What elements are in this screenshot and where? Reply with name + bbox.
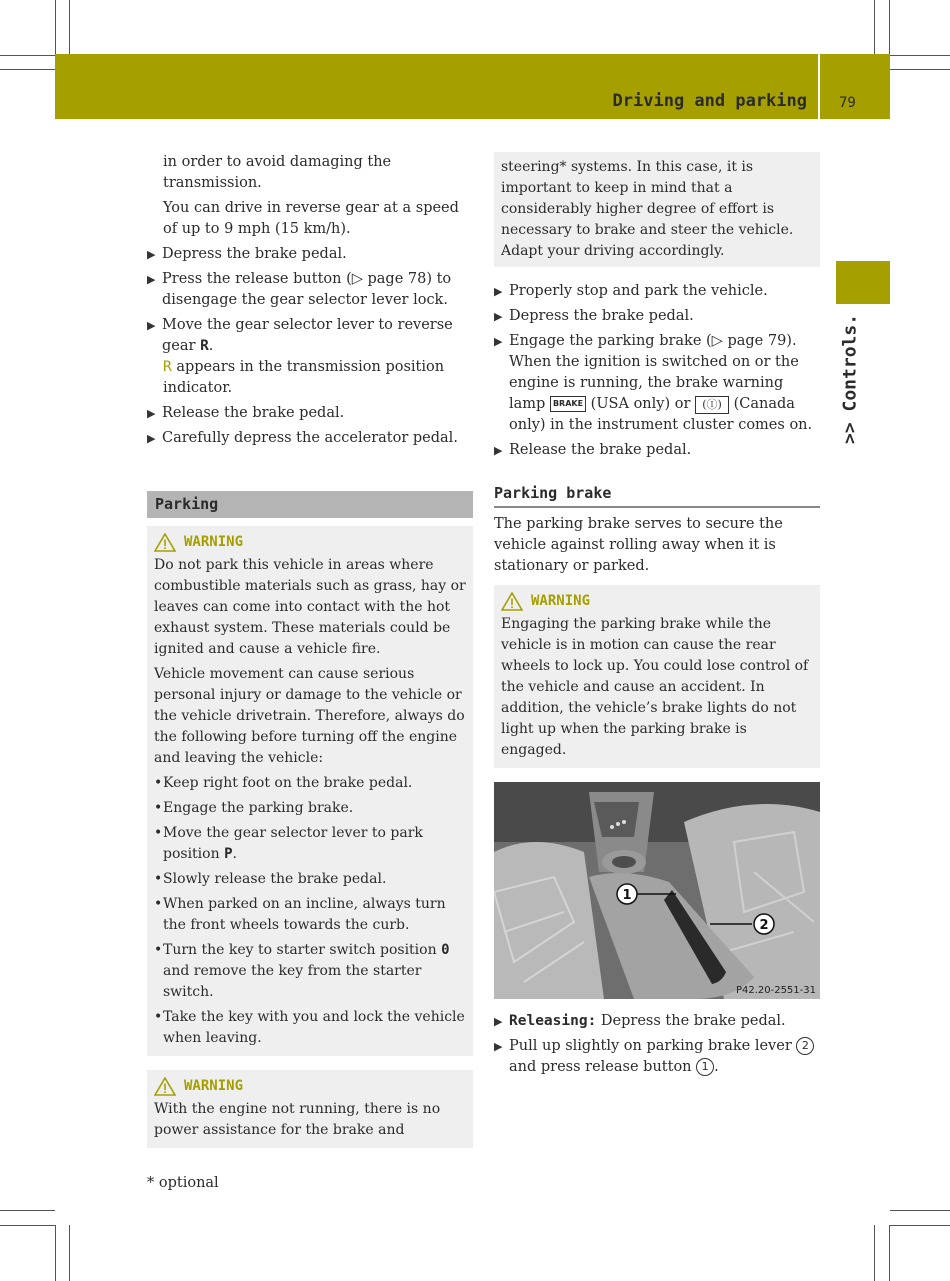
crop-mark: [0, 69, 55, 70]
warning-triangle-icon: [154, 1077, 176, 1096]
switch-position: 0: [441, 942, 450, 958]
warning-text: Vehicle movement can cause serious personal injury or damage to the vehicle or the vehicle drivetrain. Therefore, always do the following before turning off the engine and leaving the vehicle:: [154, 666, 465, 766]
step-text-part: Engage the parking brake (▷ page 79). When the ignition is switched on or the engine is running, the brake warning lamp: [509, 333, 799, 412]
warning-text: steering* systems. In this case, it is important to keep in mind that a considerably higher degree of effort is necessary to brake and steer the vehicle. Adapt your driving accordingly.: [501, 159, 794, 259]
page-title: Driving and parking: [612, 91, 807, 111]
list-item-text: Keep right foot on the brake pedal.: [163, 775, 413, 791]
intro-line: You can drive in reverse gear at a speed of up to 9 mph (15 km/h).: [163, 200, 459, 237]
step-label: Releasing:: [509, 1013, 597, 1029]
warning-text: With the engine not running, there is no power assistance for the brake and: [154, 1101, 441, 1138]
list-item-text: Take the key with you and lock the vehicle when leaving.: [163, 1009, 465, 1046]
list-item: • Keep right foot on the brake pedal.: [154, 773, 466, 794]
parking-brake-photo: [494, 782, 820, 999]
intro-line: in order to avoid damaging the transmission.: [163, 154, 392, 191]
crop-mark: [69, 1225, 70, 1281]
instruction-step: [494, 331, 820, 436]
crop-mark: [890, 1225, 950, 1226]
step-text: Depress the brake pedal.: [509, 308, 694, 324]
list-item: • Take the key with you and lock the vehicle when leaving.: [154, 1007, 466, 1049]
callout-number: 2: [759, 918, 769, 933]
step-arrow-icon: ▶: [494, 1040, 503, 1053]
step-text: [162, 315, 473, 357]
crop-mark: [889, 1225, 890, 1281]
step-arrow-icon: ▶: [494, 310, 503, 323]
instruction-step: [494, 306, 820, 327]
warning-text: Do not park this vehicle in areas where combustible materials such as grass, hay or leaves can come into contact with the hot exhaust system. These materials could be ignited and cause a vehicle fire.: [154, 557, 466, 657]
instruction-step: [494, 281, 820, 302]
step-text-part: (USA only) or: [586, 396, 695, 412]
step-text-part: Depress the brake pedal.: [596, 1013, 786, 1029]
section-heading: Parking: [147, 491, 473, 518]
crop-mark: [890, 55, 950, 56]
crop-mark: [889, 0, 890, 54]
step-text: Release the brake pedal.: [162, 405, 345, 421]
right-column: [494, 152, 820, 1078]
list-item: • When parked on an incline, always turn the front wheels towards the curb.: [154, 894, 466, 936]
footnote: * optional: [147, 1175, 219, 1191]
warning-box: [494, 585, 820, 768]
result-text-part: appears in the transmission position indicator.: [163, 359, 445, 396]
step-arrow-icon: ▶: [494, 335, 503, 348]
step-text: [509, 1036, 820, 1078]
warning-label: WARNING: [184, 1078, 244, 1094]
list-item: • Turn the key to starter switch position 0 and remove the key from the starter switch.: [154, 940, 466, 1003]
instruction-step: [147, 428, 473, 449]
step-text: Release the brake pedal.: [509, 442, 692, 458]
step-text-part: (Canada only) in the instrument cluster comes on.: [509, 396, 813, 433]
list-item-text: Slowly release the brake pedal.: [163, 871, 387, 887]
list-item: • Move the gear selector lever to park position P.: [154, 823, 466, 865]
crop-mark: [890, 1210, 950, 1211]
crop-mark: [874, 1225, 875, 1281]
instruction-step: [494, 440, 820, 461]
warning-triangle-icon: [501, 592, 523, 611]
warning-label: WARNING: [184, 534, 244, 550]
instruction-step: [147, 315, 473, 357]
crop-mark: [69, 0, 70, 54]
crop-mark: [0, 55, 55, 56]
instruction-step: [494, 1011, 820, 1032]
parking-brake-illustration: [494, 782, 820, 999]
instruction-step: [147, 269, 473, 311]
punctuation: .: [714, 1059, 719, 1075]
side-tab-label: >> Controls.: [839, 313, 861, 445]
step-text: [509, 1011, 820, 1032]
crop-mark: [0, 1225, 55, 1226]
result-text: [147, 357, 473, 399]
list-item-text: When parked on an incline, always turn the front wheels towards the curb.: [163, 896, 446, 933]
list-item: • Engage the parking brake.: [154, 798, 466, 819]
warning-header: [154, 532, 466, 553]
warning-continued-box: [494, 152, 820, 267]
photo-code: P42.20-2551-31: [735, 985, 816, 996]
step-text-part: and press release button: [509, 1059, 697, 1075]
step-arrow-icon: ▶: [147, 432, 156, 445]
list-item-text-part: Move the gear selector lever to park position: [163, 825, 423, 862]
step-arrow-icon: ▶: [147, 248, 156, 261]
warning-label: WARNING: [531, 593, 591, 609]
warning-text: Engaging the parking brake while the vehicle is in motion can cause the rear wheels to lock up. You could lose control of the vehicle and cause an accident. In addition, the vehicle’s brake lights do not light up when the parking brake is engaged.: [501, 616, 809, 758]
instruction-step: [147, 403, 473, 424]
step-text-part: Move the gear selector lever to reverse gear: [162, 317, 453, 354]
step-arrow-icon: ▶: [147, 319, 156, 332]
warning-triangle-icon: [154, 533, 176, 552]
brake-warning-lamp-icon: BRAKE: [550, 396, 586, 412]
side-tab-block: [836, 261, 890, 304]
step-text: Properly stop and park the vehicle.: [509, 283, 768, 299]
left-column: [147, 152, 473, 1148]
warning-box: [147, 1070, 473, 1148]
indicator-letter: R: [163, 359, 172, 375]
step-arrow-icon: ▶: [494, 444, 503, 457]
instruction-step: [147, 244, 473, 265]
crop-mark: [0, 1210, 55, 1211]
callout-number: 1: [622, 888, 632, 903]
instruction-step: [494, 1036, 820, 1078]
description-text: The parking brake serves to secure the vehicle against rolling away when it is stationary or parked.: [494, 516, 783, 574]
step-arrow-icon: ▶: [147, 273, 156, 286]
section-heading: Parking brake: [494, 483, 820, 508]
list-item-text: [163, 940, 466, 1003]
step-text: Press the release button (▷ page 78) to disengage the gear selector lever lock.: [162, 271, 452, 308]
step-arrow-icon: ▶: [147, 407, 156, 420]
crop-mark: [890, 69, 950, 70]
step-text-part: Pull up slightly on parking brake lever: [509, 1038, 797, 1054]
page-number: 79: [839, 95, 856, 111]
crop-mark: [55, 1225, 56, 1281]
list-item-text: Move the gear selector lever to park position P.: [163, 825, 423, 862]
step-text: Carefully depress the accelerator pedal.: [162, 430, 458, 446]
step-text: Depress the brake pedal.: [162, 246, 347, 262]
step-arrow-icon: ▶: [494, 1015, 503, 1028]
callout-number: 2: [796, 1037, 814, 1055]
crop-mark: [874, 0, 875, 54]
callout-number: 1: [696, 1058, 714, 1076]
step-arrow-icon: ▶: [494, 285, 503, 298]
list-item-text-part: Turn the key to starter switch position: [163, 942, 442, 958]
warning-header: [501, 591, 813, 612]
warning-header: [154, 1076, 466, 1097]
list-item-text-part: and remove the key from the starter switch.: [163, 963, 422, 1000]
list-item-text: Engage the parking brake.: [163, 800, 354, 816]
punctuation: .: [208, 338, 214, 354]
step-text: [509, 331, 820, 436]
gear-letter: R: [200, 338, 209, 354]
warning-box: [147, 526, 473, 1056]
crop-mark: [55, 0, 56, 54]
canada-brake-lamp-icon: (Ⓘ): [695, 396, 729, 414]
header-divider: [818, 54, 820, 119]
list-item: • Slowly release the brake pedal.: [154, 869, 466, 890]
gear-letter: P: [224, 846, 233, 862]
